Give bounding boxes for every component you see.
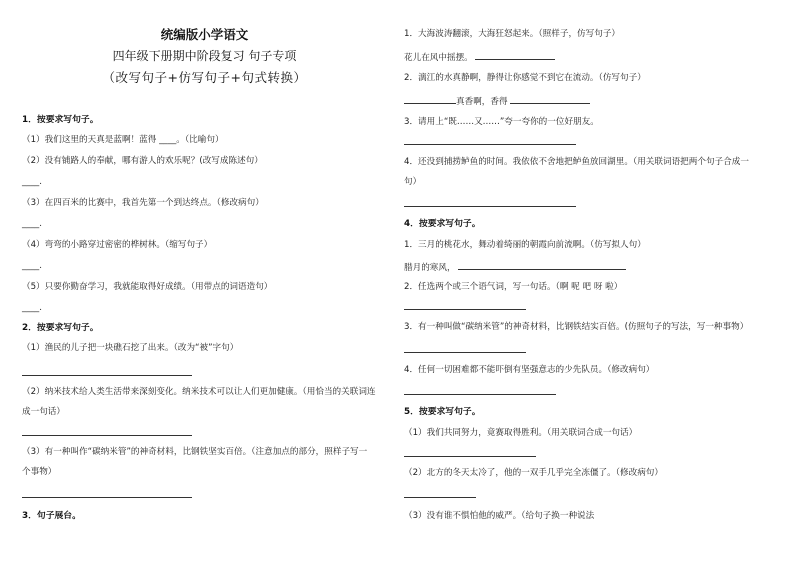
s2-q2-answer-line[interactable] [22, 435, 192, 436]
s4-item2-answer-line[interactable] [404, 309, 526, 310]
s4-item4-answer-line[interactable] [404, 394, 556, 395]
s4-item3: 3．有一种叫做“碳纳米管”的神奇材料，比钢铁结实百倍。(仿照句子的写法，写一种事物） [404, 322, 749, 332]
s2-q2-line1: （2）纳米技术给人类生活带来深刻变化。纳米技术可以让人们更加健康。（用恰当的关联词连 [22, 387, 376, 397]
s4-item4: 4．任何一切困难都不能吓倒有坚强意志的少先队员。（修改病句） [404, 365, 655, 375]
s3-item1-example [404, 50, 555, 64]
section-1-heading: 1．按要求写句子。 [22, 115, 99, 125]
s3-item4-line1: 4．还没到捕捞鲈鱼的时间。我依依不舍地把鲈鱼放回湖里。（用关联词语把两个句子合成一 [404, 157, 749, 167]
s1-q5: （5）只要你勤奋学习，我就能取得好成绩。（用带点的词语造句） [22, 282, 273, 292]
s5-q1-answer-line[interactable] [404, 456, 536, 457]
s4-item1-example-text: 腊月的寒风， [404, 263, 456, 273]
s3-item1-answer-line[interactable] [475, 50, 555, 60]
s2-q2-line2: 成一句话） [22, 407, 65, 417]
s2-q3-answer-line[interactable] [22, 497, 192, 498]
s2-q3-line2: 个事物） [22, 467, 57, 477]
s5-q3: （3）没有谁不惧怕他的威严。（给句子换一种说法 [404, 511, 595, 521]
s1-q2: （2）没有铺路人的奉献，哪有游人的欢乐呢？(改写成陈述句） [22, 156, 263, 166]
s3-item2-answer-line-a[interactable] [404, 94, 456, 104]
s1-q4-answer: ____. [22, 261, 42, 271]
s4-item2: 2．任选两个或三个语气词，写一句话。（啊 呢 吧 呀 啦） [404, 282, 623, 292]
s3-item1-example-text: 花儿在风中摇摆。 [404, 53, 473, 63]
s2-q1-answer-line[interactable] [22, 375, 192, 376]
s5-q1: （1）我们共同努力，竟赛取得胜利。（用关联词合成一句话） [404, 428, 638, 438]
s2-q3-line1: （3）有一种叫作“碳纳米管”的神奇材料，比钢铁坚实百倍。（注意加点的部分，照样子写一 [22, 447, 368, 457]
section-4-heading: 4．按要求写句子。 [404, 219, 481, 229]
s1-q3-answer: ____. [22, 219, 42, 229]
section-3-heading: 3．句子展台。 [22, 511, 81, 521]
s4-item1: 1．三月的桃花水，舞动着绮丽的朝霞向前流啊。（仿写拟人句） [404, 240, 646, 250]
s3-item3: 3．请用上“既……又……”夸一夸你的一位好朋友。 [404, 117, 599, 127]
page-title: 统编版小学语文 [160, 27, 249, 42]
s3-item1: 1．大海波涛翻滚，大海狂怒起来。（照样子，仿写句子） [404, 29, 621, 39]
s4-item3-answer-line[interactable] [404, 352, 526, 353]
s3-item2: 2．漓江的水真静啊，静得让你感觉不到它在流动。（仿写句子） [404, 73, 646, 83]
s2-q1: （1）渔民的儿子把一块礁石挖了出来。（改为“被”字句） [22, 343, 239, 353]
page-subtitle-topics: （改写句子+仿写句子+句式转换） [102, 70, 307, 85]
s1-q4: （4）弯弯的小路穿过密密的桦树林。（缩写句子） [22, 240, 213, 250]
s5-q2-answer-line[interactable] [404, 497, 476, 498]
s3-item2-example-text: 真香啊，香得 [456, 97, 508, 107]
s1-q5-answer: ____. [22, 303, 42, 313]
section-2-heading: 2．按要求写句子。 [22, 323, 99, 333]
s1-q1: （1）我们这里的天真是蓝啊！蓝得 ____。（比喻句） [22, 135, 224, 145]
s1-q3: （3）在四百米的比赛中，我首先第一个到达终点。（修改病句） [22, 198, 264, 208]
s3-item4-line2: 句） [404, 177, 422, 187]
s3-item2-answer-line-b[interactable] [510, 94, 590, 104]
s3-item3-answer-line[interactable] [404, 144, 576, 145]
s3-item2-example [404, 94, 590, 108]
section-5-heading: 5．按要求写句子。 [404, 407, 481, 417]
s5-q2: （2）北方的冬天太冷了，他的一双手几乎完全冻僵了。（修改病句） [404, 468, 663, 478]
s4-item1-example [404, 260, 626, 274]
s3-item4-answer-line[interactable] [404, 206, 576, 207]
s1-q2-answer: ____. [22, 177, 42, 187]
s4-item1-answer-line[interactable] [458, 260, 626, 270]
page-subtitle: 四年级下册期中阶段复习 句子专项 [112, 49, 297, 63]
